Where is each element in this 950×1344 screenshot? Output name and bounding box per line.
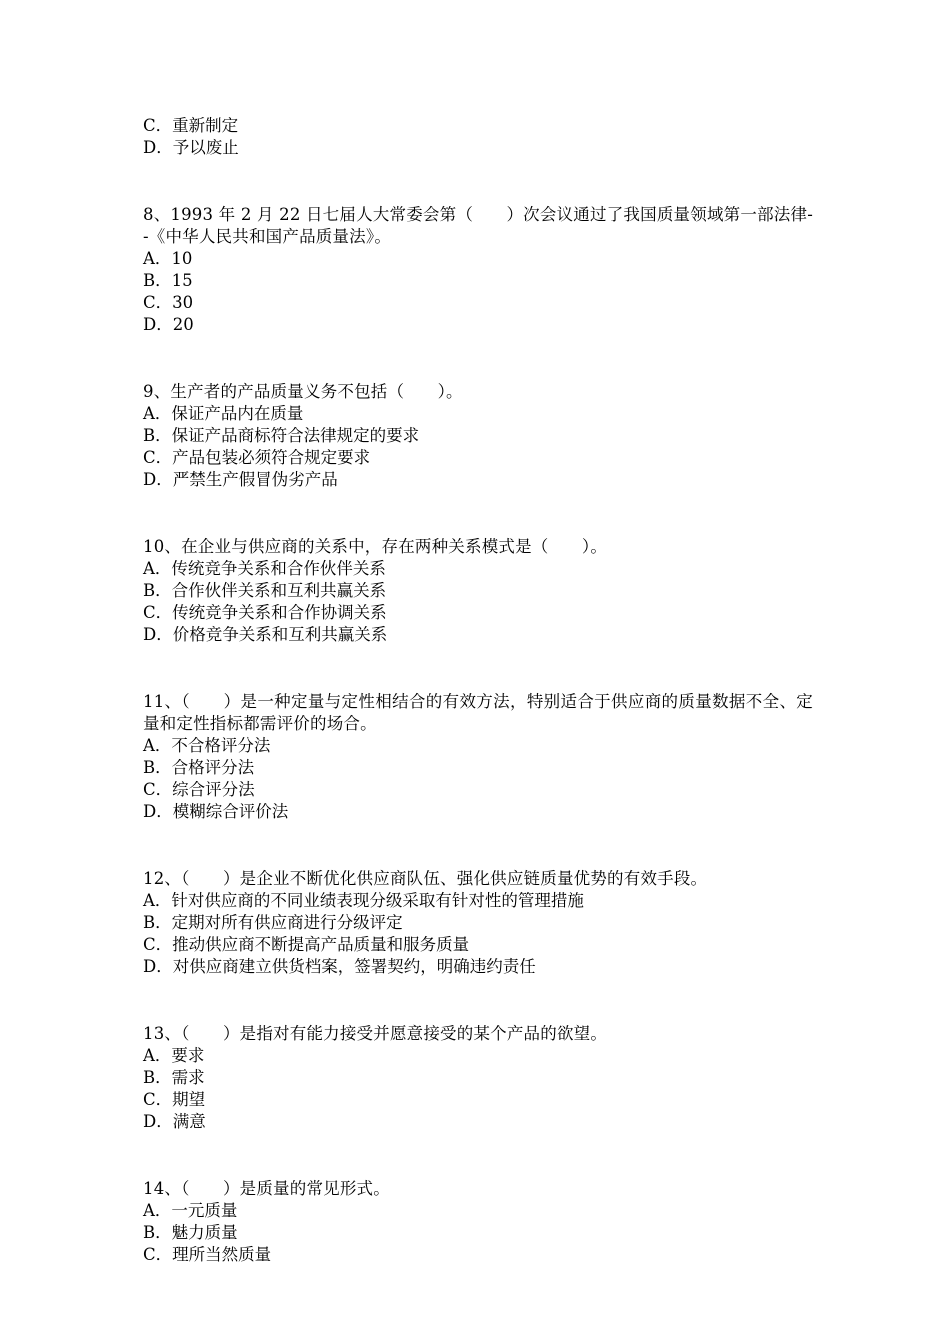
option-b: B．合格评分法 [143, 758, 255, 777]
option-d: D．予以废止 [143, 138, 239, 157]
option-a: A．不合格评分法 [143, 736, 271, 755]
option-c: C．综合评分法 [143, 780, 255, 799]
option-c: C．理所当然质量 [143, 1245, 272, 1264]
question-text: 14、（ ）是质量的常见形式。 [143, 1179, 390, 1198]
question-13 [143, 1023, 813, 1133]
option-c: C．重新制定 [143, 116, 239, 135]
option-b: B．合作伙伴关系和互利共赢关系 [143, 581, 387, 600]
question-11 [143, 691, 813, 823]
option-c: C．推动供应商不断提高产品质量和服务质量 [143, 935, 470, 954]
question-text: 11、（ ）是一种定量与定性相结合的有效方法，特别适合于供应商的质量数据不全、定量和定性指标都需评价的场合。 [143, 692, 813, 733]
option-d: D．20 [143, 315, 194, 334]
question-fragment [143, 115, 813, 159]
question-12 [143, 868, 813, 978]
option-b: B．定期对所有供应商进行分级评定 [143, 913, 403, 932]
option-b: B．保证产品商标符合法律规定的要求 [143, 426, 420, 445]
question-9 [143, 381, 813, 491]
option-c: C．期望 [143, 1090, 206, 1109]
question-text: 13、（ ）是指对有能力接受并愿意接受的某个产品的欲望。 [143, 1024, 608, 1043]
question-text: 9、生产者的产品质量义务不包括（ ）。 [143, 382, 463, 401]
option-d: D．对供应商建立供货档案，签署契约，明确违约责任 [143, 957, 536, 976]
question-text: 10、在企业与供应商的关系中，存在两种关系模式是（ ）。 [143, 537, 608, 556]
option-b: B．需求 [143, 1068, 205, 1087]
option-b: B．15 [143, 271, 193, 290]
question-14 [143, 1178, 813, 1266]
option-a: A．针对供应商的不同业绩表现分级采取有针对性的管理措施 [143, 891, 584, 910]
option-c: C．产品包装必须符合规定要求 [143, 448, 371, 467]
option-d: D．严禁生产假冒伪劣产品 [143, 470, 338, 489]
document-page [143, 115, 813, 1266]
question-text: 12、（ ）是企业不断优化供应商队伍、强化供应链质量优势的有效手段。 [143, 869, 708, 888]
option-a: A．传统竞争关系和合作伙伴关系 [143, 559, 386, 578]
question-8 [143, 204, 813, 336]
option-c: C．传统竞争关系和合作协调关系 [143, 603, 387, 622]
option-a: A．要求 [143, 1046, 205, 1065]
option-d: D．满意 [143, 1112, 206, 1131]
option-d: D．模糊综合评价法 [143, 802, 289, 821]
option-d: D．价格竞争关系和互利共赢关系 [143, 625, 388, 644]
option-b: B．魅力质量 [143, 1223, 238, 1242]
option-c: C．30 [143, 293, 194, 312]
option-a: A．一元质量 [143, 1201, 238, 1220]
option-a: A．保证产品内在质量 [143, 404, 304, 423]
question-text: 8、1993 年 2 月 22 日七届人大常委会第（ ）次会议通过了我国质量领域第一部法律--《中华人民共和国产品质量法》。 [143, 205, 813, 246]
option-a: A．10 [143, 249, 193, 268]
question-10 [143, 536, 813, 646]
